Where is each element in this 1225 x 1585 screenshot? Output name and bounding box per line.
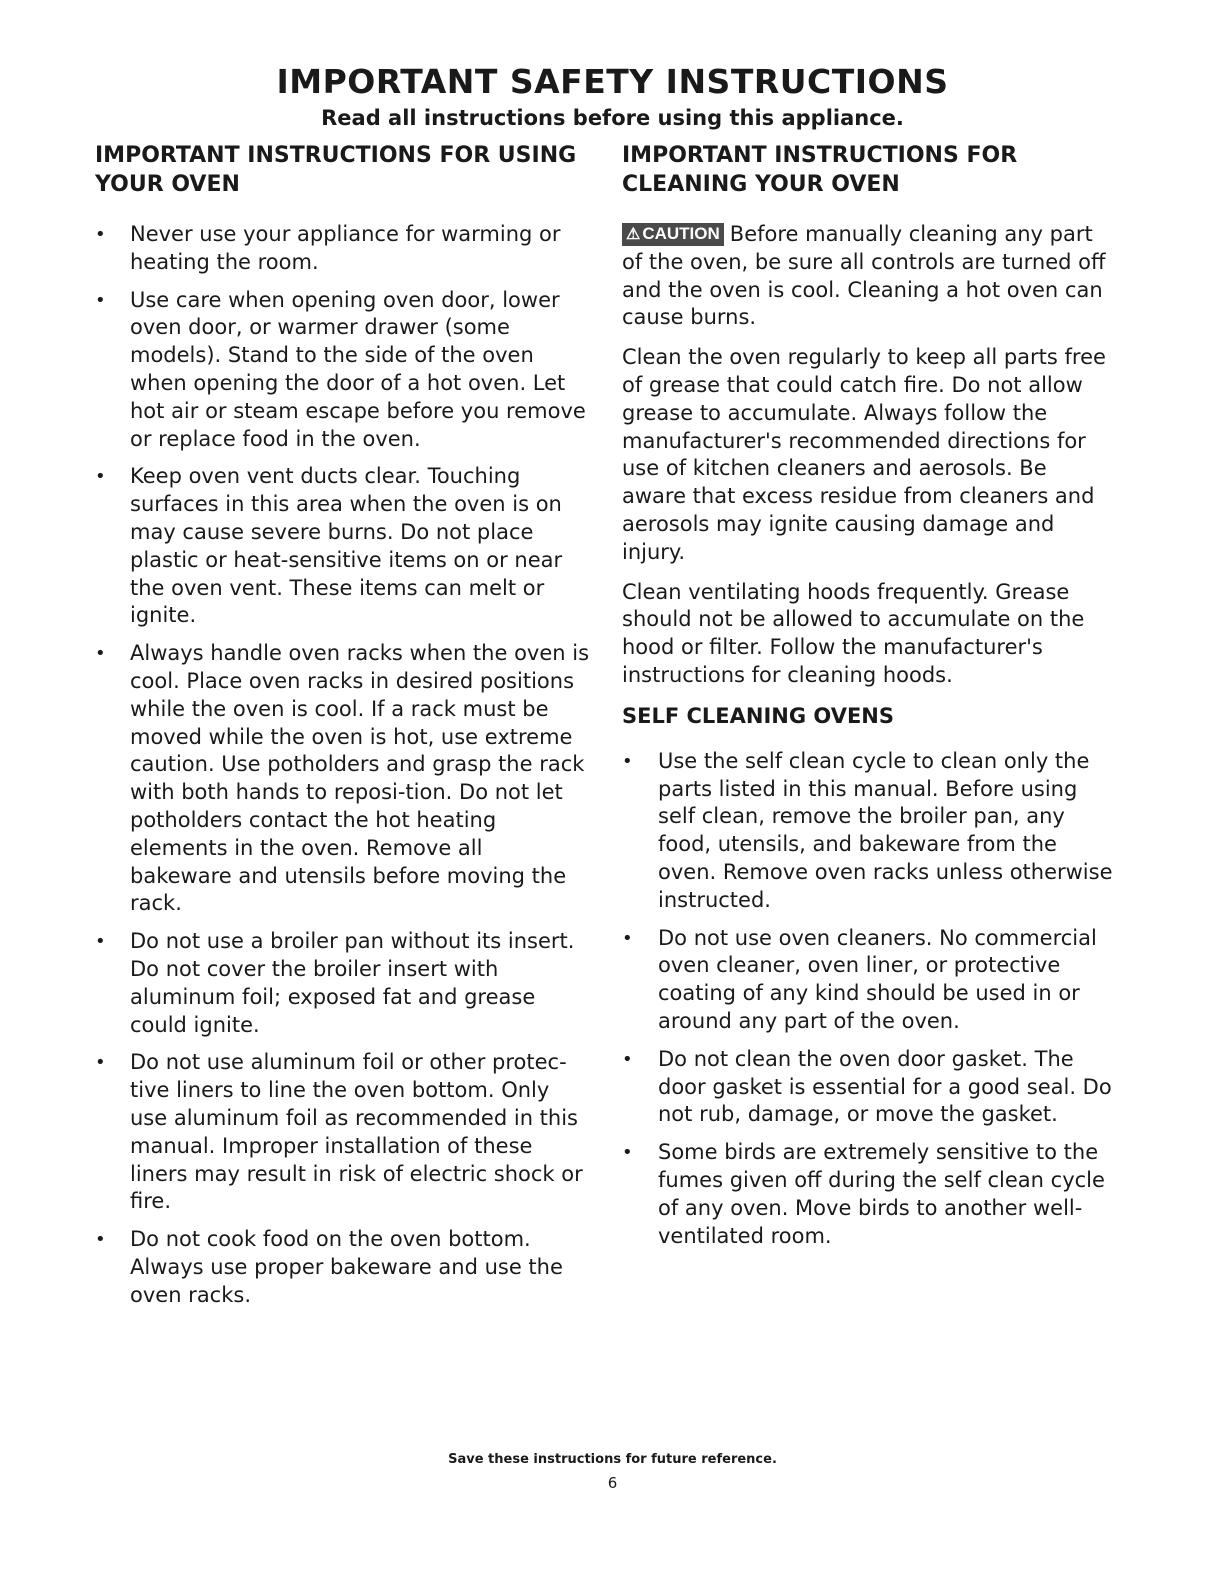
- page-title: IMPORTANT SAFETY INSTRUCTIONS: [276, 62, 949, 101]
- using-oven-list: [95, 221, 590, 1309]
- left-column: [95, 141, 590, 1319]
- list-item: • Do not use oven cleaners. No commercial oven cleaner, oven liner, or protective coating of any kind should be used in or around any part of the oven.: [622, 925, 1117, 1036]
- section-heading-cleaning-oven: IMPORTANT INSTRUCTIONS FOR CLEANING YOUR OVEN: [622, 143, 1018, 197]
- paragraph: Clean the oven regularly to keep all parts free of grease that could catch fire. Do not allow grease to accumulate. Always follow the manufacturer's recommended directions for use of kitchen cleaners and aerosols. Be aware that excess residue from cleaners and aerosols may ignite causing damage and injury.: [622, 345, 1106, 564]
- caution-badge: [622, 223, 724, 246]
- caution-text: Before manually cleaning any part of the oven, be sure all controls are turned off and the oven is cool. Cleaning a hot oven can cause burns.: [622, 222, 1106, 330]
- list-item: • Some birds are extremely sensitive to the fumes given off during the self clean cycle of any oven. Move birds to another well-ventilated room.: [622, 1139, 1117, 1250]
- section-heading-using-oven: IMPORTANT INSTRUCTIONS FOR USING YOUR OVEN: [95, 143, 577, 197]
- list-item: • Do not clean the oven door gasket. The door gasket is essential for a good seal. Do not rub, damage, or move the gasket.: [622, 1046, 1117, 1129]
- caution-label: CAUTION: [642, 224, 720, 243]
- paragraph: Clean ventilating hoods frequently. Grease should not be allowed to accumulate on the hood or filter. Follow the manufacturer's instructions for cleaning hoods.: [622, 579, 1085, 687]
- list-item: • Do not use a broiler pan without its insert. Do not cover the broiler insert with aluminum foil; exposed fat and grease could ignite.: [95, 928, 590, 1039]
- self-cleaning-list: [622, 748, 1117, 1251]
- footer-note: Save these instructions for future reference.: [448, 1452, 777, 1467]
- list-item: • Use the self clean cycle to clean only the parts listed in this manual. Before using self clean, remove the broiler pan, any food, utensils, and bakeware from the oven. Remove oven racks unless otherwise instructed.: [622, 748, 1117, 915]
- list-item: • Do not cook food on the oven bottom. Always use proper bakeware and use the oven racks.: [95, 1226, 590, 1309]
- list-item: • Always handle oven racks when the oven is cool. Place oven racks in desired positions while the oven is cool. If a rack must be moved while the oven is hot, use extreme caution. Use potholders and grasp the rack with both hands to reposi-tion. Do not let potholders contact the hot heating elements in the oven. Remove all bakeware and utensils before moving the rack.: [95, 640, 590, 918]
- list-item: • Do not use aluminum foil or other protec-tive liners to line the oven bottom. Only use aluminum foil as recommended in this manual. Improper installation of these liners may result in risk of electric shock or fire.: [95, 1049, 590, 1216]
- warning-triangle-icon: ⚠: [626, 226, 641, 243]
- list-item: • Use care when opening oven door, lower oven door, or warmer drawer (some models). Stand to the side of the oven when opening the door of a hot oven. Let hot air or steam escape before you remove or replace food in the oven.: [95, 287, 590, 454]
- list-item: • Keep oven vent ducts clear. Touching surfaces in this area when the oven is on may cause severe burns. Do not place plastic or heat-sensitive items on or near the oven vent. These items can melt or ignite.: [95, 463, 590, 630]
- page-subtitle: Read all instructions before using this appliance.: [321, 106, 904, 130]
- page-number: 6: [607, 1474, 618, 1492]
- right-column: [622, 141, 1117, 1260]
- list-item: • Never use your appliance for warming or heating the room.: [95, 221, 590, 277]
- subheading-self-cleaning: SELF CLEANING OVENS: [622, 703, 894, 728]
- caution-paragraph: [622, 221, 1117, 332]
